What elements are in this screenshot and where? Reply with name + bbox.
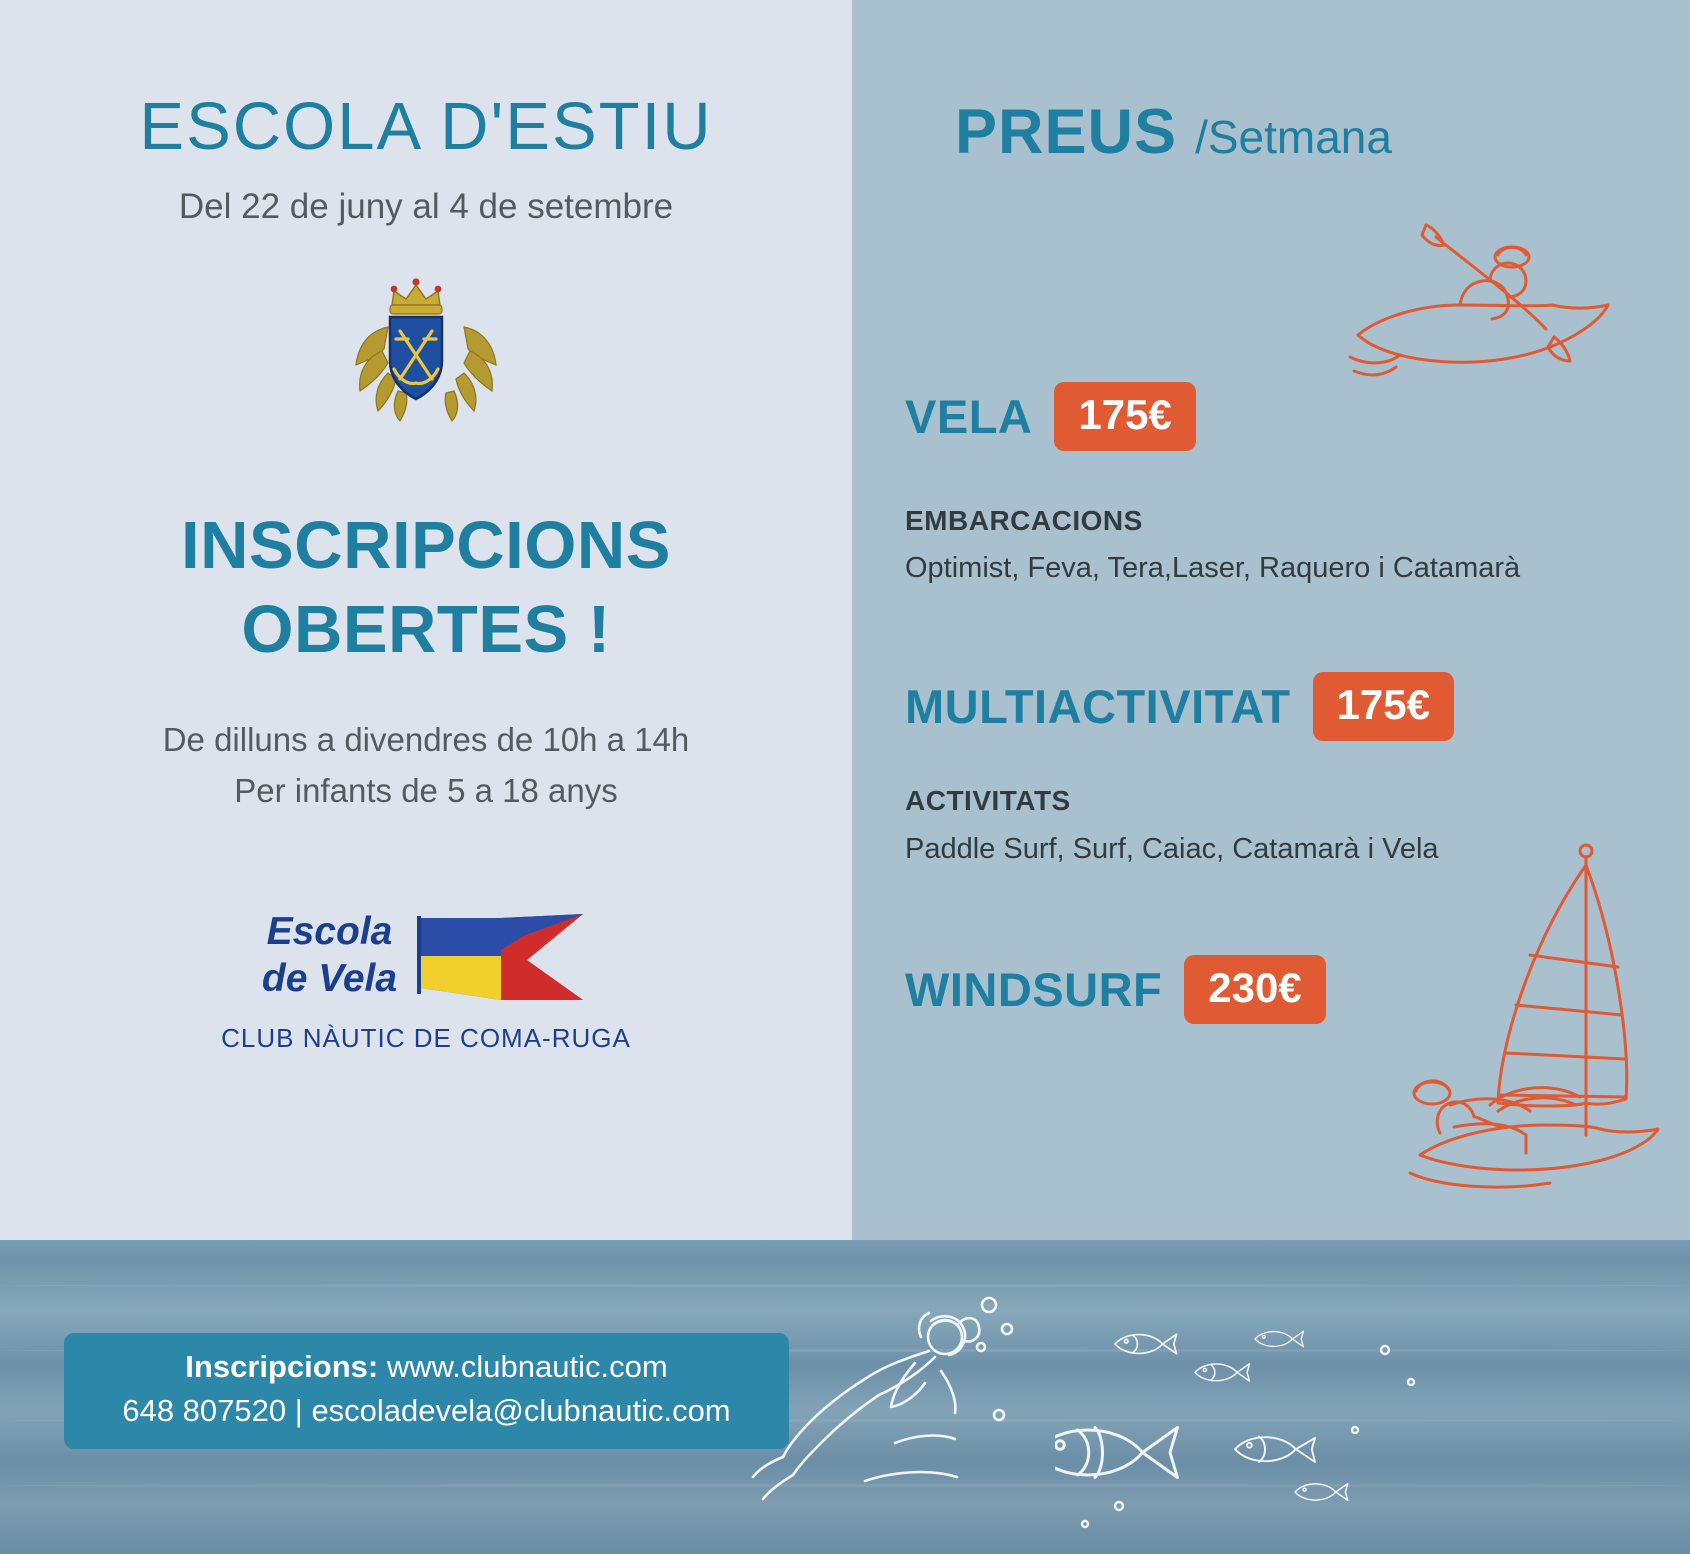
schedule-line-1: De dilluns a divendres de 10h a 14h [162,720,690,758]
school-logo [0,904,852,1009]
contact-phone[interactable]: 648 807520 [122,1393,287,1428]
price-label-vela: VELA [905,390,1033,443]
detail-text-multiactivitat: Paddle Surf, Surf, Caiac, Catamarà i Vela [905,833,1439,865]
contact-website[interactable]: www.clubnautic.com [386,1349,668,1384]
price-tag-vela: 175€ [1054,382,1195,451]
price-label-multiactivitat: MULTIACTIVITAT [905,680,1291,733]
contact-separator: | [294,1393,303,1428]
schedule-info [0,714,852,816]
page-title: ESCOLA D'ESTIU [139,89,713,164]
contact-label: Inscripcions: [185,1349,379,1384]
school-logo-text [262,909,397,1003]
detail-text-vela: Optimist, Feva, Tera,Laser, Raquero i Catamarà [905,552,1521,584]
price-row-vela [905,382,1196,451]
contact-phone-email-line [64,1393,789,1429]
prices-heading-sub: /Setmana [1195,111,1392,163]
club-name: CLUB NÀUTIC DE COMA-RUGA [221,1022,631,1053]
schedule-line-2: Per infants de 5 a 18 anys [234,771,618,809]
detail-title-multiactivitat: ACTIVITATS [905,785,1071,816]
left-content [0,0,852,1054]
headline [0,504,852,672]
prices-heading-main: PREUS [955,97,1178,167]
club-burgee-flag-icon [415,904,590,1009]
contact-website-line [64,1349,789,1385]
school-logo-line-1: Escola [266,910,393,954]
season-dates: Del 22 de juny al 4 de setembre [178,187,674,226]
headline-line-2: OBERTES ! [241,591,611,667]
price-row-windsurf [905,955,1326,1024]
right-panel [852,0,1690,1240]
price-row-multiactivitat [905,672,1454,741]
detail-title-vela: EMBARCACIONS [905,505,1143,536]
school-logo-line-2: de Vela [261,957,398,1001]
contact-bar[interactable] [64,1333,789,1449]
prices-heading [955,96,1392,168]
contact-email[interactable]: escoladevela@clubnautic.com [311,1393,731,1428]
price-label-windsurf: WINDSURF [905,963,1163,1016]
headline-line-1: INSCRIPCIONS [181,508,671,583]
nautical-club-crest-icon [336,269,516,434]
price-tag-multiactivitat: 175€ [1313,672,1454,741]
price-tag-windsurf: 230€ [1184,955,1325,1024]
